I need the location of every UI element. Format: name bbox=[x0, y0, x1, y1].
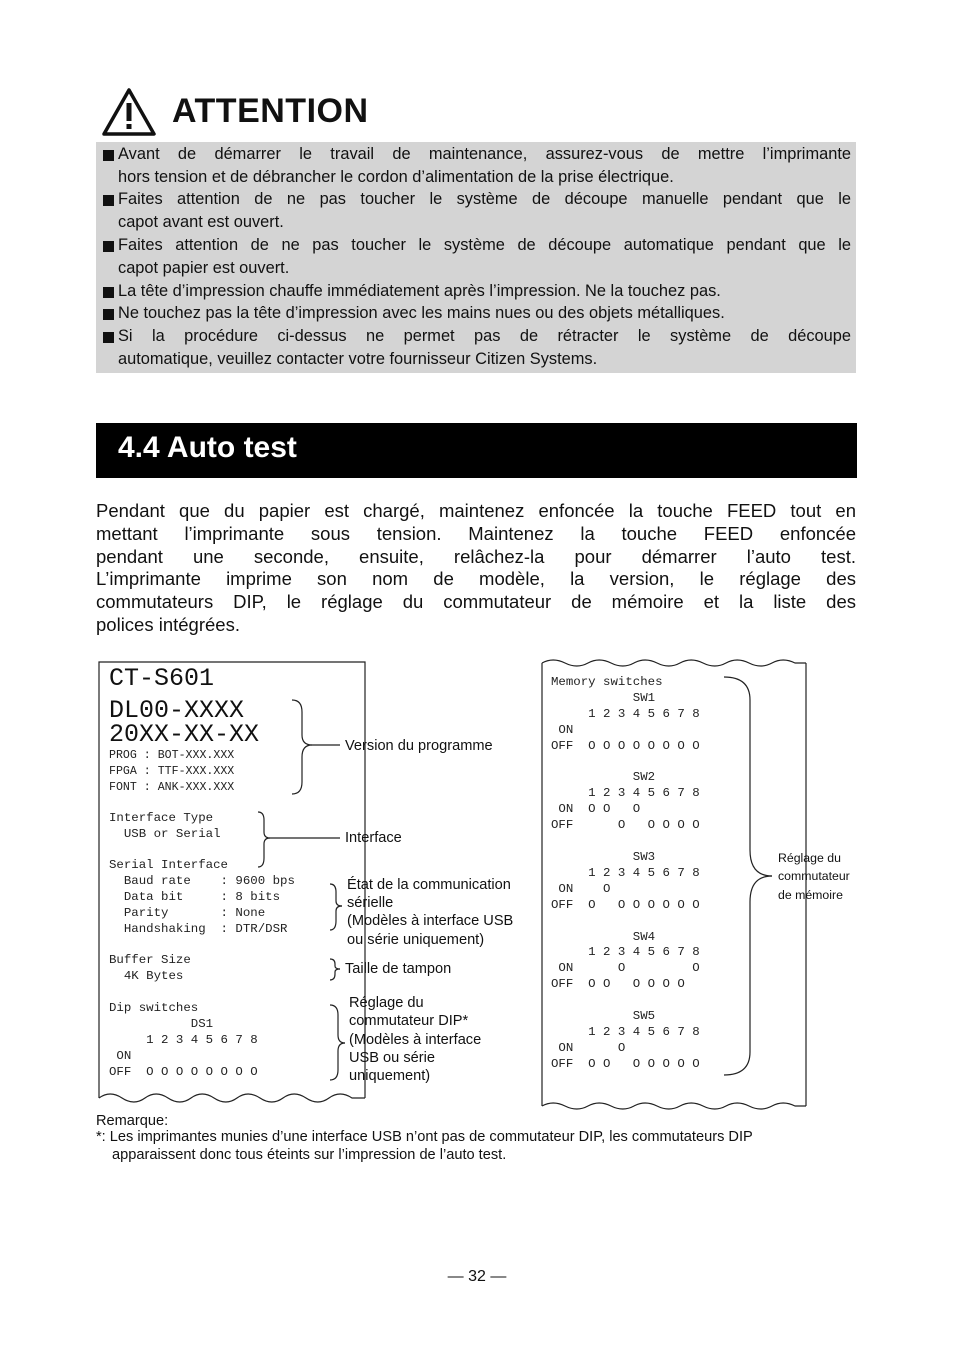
printout-memory-switches: Memory switches SW1 1 2 3 4 5 6 7 8 ON OFF O O O O O O O O SW2 1 2 3 4 5 6 7 8 ON O O O OFF O O O O O SW3 1 2 3 4 5 6 7 8 ON O OFF O O O O O O O SW4 1 2 3 4 5 6 7 8 ON O O OFF O O O O O O SW5 1 2 3 4 5 6 7 8 ON O OFF O O O O O O O bbox=[551, 675, 700, 1071]
label-serial-1: État de la communication bbox=[347, 877, 511, 893]
attention-line: Faites attention de ne pas toucher le système de découpe automatique pendant que le bbox=[118, 236, 851, 254]
label-dip-1: Réglage du bbox=[349, 995, 424, 1011]
printout-model: CT-S601 bbox=[109, 664, 215, 693]
note-line-1: *: Les imprimantes munies d’une interface USB n’ont pas de commutateur DIP, les commutateurs DIP bbox=[96, 1129, 753, 1145]
printout-buffer: Buffer Size 4K Bytes bbox=[109, 953, 191, 983]
label-memory-1: Réglage du bbox=[778, 851, 841, 865]
attention-title: ATTENTION bbox=[172, 92, 369, 130]
label-buffer: Taille de tampon bbox=[345, 961, 452, 977]
label-serial-4: ou série uniquement) bbox=[347, 932, 485, 948]
printout-serial: Serial Interface Baud rate : 9600 bps Data bit : 8 bits Parity : None Handshaking : DTR/DSR bbox=[109, 858, 295, 936]
attention-line: hors tension et de débrancher le cordon d’alimentation de la prise électrique. bbox=[118, 168, 674, 186]
page-number: — 32 — bbox=[447, 1268, 507, 1285]
label-interface: Interface bbox=[345, 830, 402, 846]
label-dip-5: uniquement) bbox=[349, 1068, 431, 1084]
intro-line: pendant une seconde, ensuite, relâchez-la pour démarrer l’auto test. bbox=[96, 546, 856, 567]
section-title: 4.4 Auto test bbox=[118, 431, 297, 464]
intro-line: mettant l’imprimante sous tension. Maintenez la touche FEED enfoncée bbox=[96, 523, 856, 544]
printout-version-2: 20XX-XX-XX bbox=[109, 720, 260, 749]
intro-line: commutateurs DIP, le réglage du commutateur de mémoire et la liste des bbox=[96, 591, 856, 612]
label-memory-2: commutateur bbox=[778, 869, 850, 883]
printout-firmware: PROG : BOT-XXX.XXX FPGA : TTF-XXX.XXX FONT : ANK-XXX.XXX bbox=[109, 749, 235, 794]
attention-line: Si la procédure ci-dessus ne permet pas de rétracter le système de découpe bbox=[118, 327, 851, 345]
label-dip-3: (Modèles à interface bbox=[349, 1032, 482, 1048]
note-line-2: apparaissent donc tous éteints sur l’impression de l’auto test. bbox=[112, 1147, 507, 1163]
note-title: Remarque: bbox=[96, 1113, 169, 1129]
label-serial-2: sérielle bbox=[347, 895, 394, 911]
label-memory-3: de mémoire bbox=[778, 888, 843, 902]
printout-dip: Dip switches DS1 1 2 3 4 5 6 7 8 ON OFF O O O O O O O O bbox=[109, 1001, 258, 1079]
intro-line: Pendant que du papier est chargé, maintenez enfoncée la touche FEED tout en bbox=[96, 500, 856, 521]
label-dip-2: commutateur DIP* bbox=[349, 1013, 469, 1029]
intro-line: L’imprimante imprime son nom de modèle, la version, le réglage des bbox=[96, 568, 856, 589]
label-dip-4: USB ou série bbox=[349, 1050, 435, 1066]
attention-line: Avant de démarrer le travail de maintenance, assurez-vous de mettre l’imprimante bbox=[118, 145, 851, 163]
attention-line: automatique, veuillez contacter votre fournisseur Citizen Systems. bbox=[118, 350, 598, 368]
printout-interface: Interface Type USB or Serial bbox=[109, 811, 221, 841]
label-serial-3: (Modèles à interface USB bbox=[347, 913, 514, 929]
label-version: Version du programme bbox=[345, 738, 493, 754]
attention-line: Ne touchez pas la tête d’impression avec les mains nues ou des objets métalliques. bbox=[118, 304, 725, 322]
attention-line: Faites attention de ne pas toucher le système de découpe manuelle pendant que le bbox=[118, 190, 851, 208]
attention-line: capot papier est ouvert. bbox=[118, 259, 290, 277]
printout-version-1: DL00-XXXX bbox=[109, 696, 245, 725]
intro-line: polices intégrées. bbox=[96, 614, 240, 635]
attention-line: La tête d’impression chauffe immédiatement après l’impression. Ne la touchez pas. bbox=[118, 282, 721, 300]
attention-line: capot avant est ouvert. bbox=[118, 213, 284, 231]
